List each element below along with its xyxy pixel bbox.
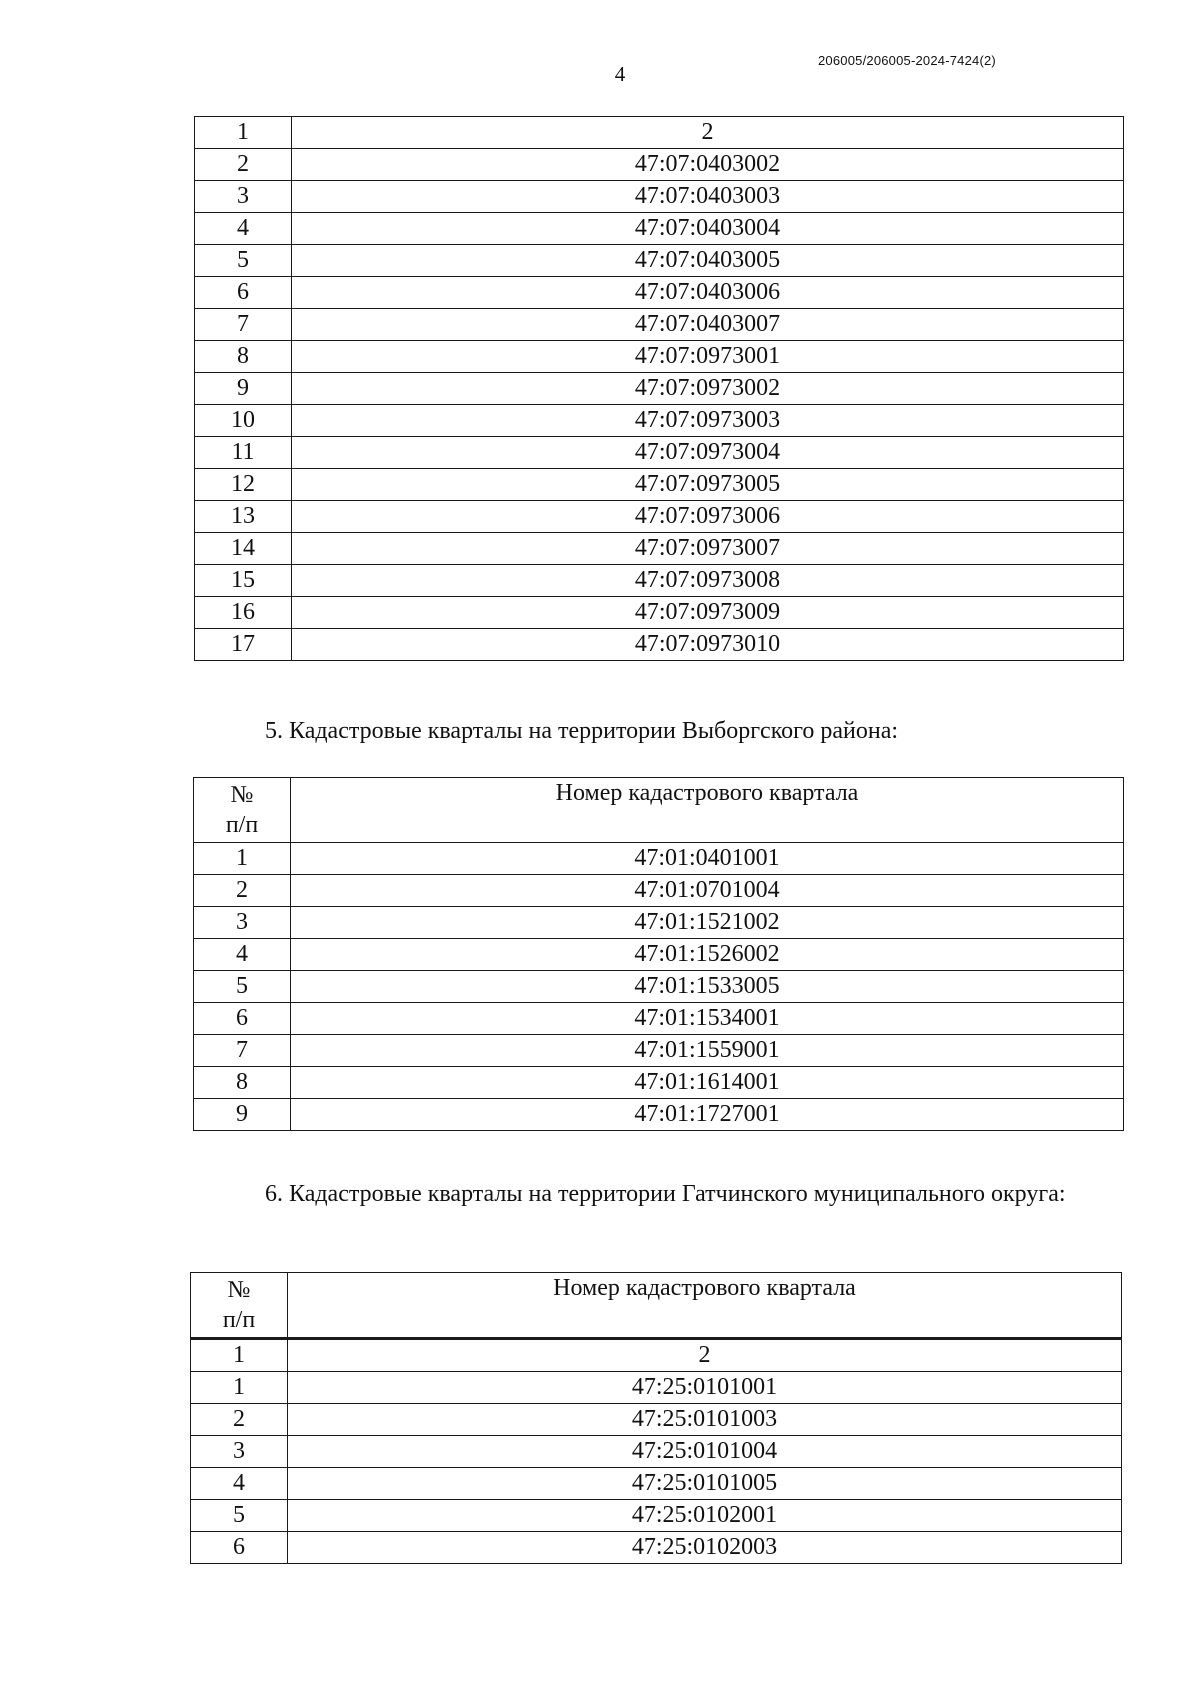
document-id: 206005/206005-2024-7424(2)	[818, 53, 996, 68]
table-row	[195, 437, 1124, 469]
cadastral-number-cell: 47:07:0403004	[292, 213, 1124, 245]
row-number-cell: 6	[194, 1003, 291, 1035]
vyborg-cadastral-table	[193, 777, 1124, 1131]
row-number-cell: 3	[195, 181, 292, 213]
row-number-cell: 5	[195, 245, 292, 277]
cadastral-number-cell: 2	[292, 117, 1124, 149]
row-number-cell: 6	[191, 1532, 288, 1564]
table-row	[195, 277, 1124, 309]
table-header-row	[191, 1273, 1122, 1339]
row-number-cell: 14	[195, 533, 292, 565]
gatchina-cadastral-table	[190, 1272, 1122, 1564]
table-row	[195, 245, 1124, 277]
page-number: 4	[614, 62, 626, 86]
column-header-number-sign: №	[230, 782, 254, 808]
row-number-cell: 1	[194, 843, 291, 875]
cadastral-number-cell: 47:07:0403005	[292, 245, 1124, 277]
row-number-cell: 1	[191, 1372, 288, 1404]
column-header-number-pp: п/п	[225, 812, 259, 838]
table-row	[191, 1372, 1122, 1404]
cadastral-number-cell: 47:07:0973010	[292, 629, 1124, 661]
cadastral-number-cell: 47:07:0973007	[292, 533, 1124, 565]
column-header-number-sign: №	[227, 1277, 251, 1303]
index-cell: 2	[288, 1339, 1122, 1372]
table-row	[195, 149, 1124, 181]
row-number-cell: 1	[195, 117, 292, 149]
cadastral-table-continued	[194, 116, 1124, 661]
cadastral-number-cell: 47:01:1533005	[291, 971, 1124, 1003]
table-row	[191, 1500, 1122, 1532]
cadastral-number-cell: 47:07:0973004	[292, 437, 1124, 469]
row-number-cell: 7	[194, 1035, 291, 1067]
table-row	[195, 469, 1124, 501]
cadastral-number-cell: 47:25:0101004	[288, 1436, 1122, 1468]
table-row	[191, 1468, 1122, 1500]
table-row	[194, 907, 1124, 939]
table-row	[195, 309, 1124, 341]
index-cell: 1	[191, 1339, 288, 1372]
section-6-heading: 6. Кадастровые кварталы на территории Гатчинского муниципального округа:	[265, 1181, 1066, 1207]
table-row	[195, 373, 1124, 405]
table-body	[194, 843, 1124, 1131]
cadastral-number-cell: 47:25:0101003	[288, 1404, 1122, 1436]
cadastral-number-cell: 47:07:0973001	[292, 341, 1124, 373]
table-body	[191, 1372, 1122, 1564]
table-row	[191, 1404, 1122, 1436]
cadastral-number-cell: 47:01:0701004	[291, 875, 1124, 907]
row-number-cell: 5	[194, 971, 291, 1003]
cadastral-number-cell: 47:07:0973006	[292, 501, 1124, 533]
table-row	[195, 341, 1124, 373]
row-number-cell: 15	[195, 565, 292, 597]
cadastral-number-cell: 47:01:0401001	[291, 843, 1124, 875]
row-number-cell: 8	[194, 1067, 291, 1099]
column-header-cadastral: Номер кадастрового квартала	[291, 778, 1124, 843]
cadastral-number-cell: 47:25:0102001	[288, 1500, 1122, 1532]
row-number-cell: 4	[191, 1468, 288, 1500]
cadastral-number-cell: 47:07:0973002	[292, 373, 1124, 405]
row-number-cell: 6	[195, 277, 292, 309]
table-row	[194, 875, 1124, 907]
row-number-cell: 5	[191, 1500, 288, 1532]
table-row	[194, 1003, 1124, 1035]
table-row	[195, 181, 1124, 213]
cadastral-number-cell: 47:01:1727001	[291, 1099, 1124, 1131]
row-number-cell: 4	[195, 213, 292, 245]
cadastral-number-cell: 47:07:0973005	[292, 469, 1124, 501]
section-5-heading: 5. Кадастровые кварталы на территории Выборгского района:	[265, 718, 899, 744]
cadastral-number-cell: 47:07:0403007	[292, 309, 1124, 341]
table-row	[195, 117, 1124, 149]
cadastral-number-cell: 47:07:0403002	[292, 149, 1124, 181]
row-number-cell: 2	[191, 1404, 288, 1436]
table-row	[195, 213, 1124, 245]
table-row	[194, 971, 1124, 1003]
row-number-cell: 16	[195, 597, 292, 629]
cadastral-number-cell: 47:25:0101005	[288, 1468, 1122, 1500]
table-row	[194, 1067, 1124, 1099]
table-row	[195, 629, 1124, 661]
cadastral-number-cell: 47:01:1559001	[291, 1035, 1124, 1067]
cadastral-number-cell: 47:07:0973009	[292, 597, 1124, 629]
row-number-cell: 17	[195, 629, 292, 661]
row-number-cell: 12	[195, 469, 292, 501]
cadastral-number-cell: 47:01:1614001	[291, 1067, 1124, 1099]
table-row	[195, 565, 1124, 597]
cadastral-number-cell: 47:07:0403003	[292, 181, 1124, 213]
column-header-number	[191, 1273, 288, 1339]
table-row	[195, 597, 1124, 629]
column-header-number-pp: п/п	[222, 1307, 256, 1333]
table-row	[194, 1099, 1124, 1131]
table-body	[195, 117, 1124, 661]
row-number-cell: 9	[195, 373, 292, 405]
row-number-cell: 10	[195, 405, 292, 437]
row-number-cell: 7	[195, 309, 292, 341]
row-number-cell: 4	[194, 939, 291, 971]
table-row	[194, 939, 1124, 971]
cadastral-number-cell: 47:01:1526002	[291, 939, 1124, 971]
cadastral-number-cell: 47:25:0101001	[288, 1372, 1122, 1404]
table-row	[194, 843, 1124, 875]
row-number-cell: 3	[191, 1436, 288, 1468]
row-number-cell: 2	[194, 875, 291, 907]
row-number-cell: 8	[195, 341, 292, 373]
cadastral-number-cell: 47:01:1534001	[291, 1003, 1124, 1035]
table-index-row	[191, 1339, 1122, 1372]
cadastral-number-cell: 47:25:0102003	[288, 1532, 1122, 1564]
table-row	[191, 1532, 1122, 1564]
cadastral-number-cell: 47:07:0973008	[292, 565, 1124, 597]
cadastral-number-cell: 47:07:0403006	[292, 277, 1124, 309]
cadastral-number-cell: 47:01:1521002	[291, 907, 1124, 939]
row-number-cell: 13	[195, 501, 292, 533]
cadastral-number-cell: 47:07:0973003	[292, 405, 1124, 437]
table-row	[194, 1035, 1124, 1067]
table-row	[195, 405, 1124, 437]
table-row	[195, 501, 1124, 533]
column-header-cadastral: Номер кадастрового квартала	[288, 1273, 1122, 1339]
row-number-cell: 11	[195, 437, 292, 469]
row-number-cell: 2	[195, 149, 292, 181]
table-row	[195, 533, 1124, 565]
row-number-cell: 3	[194, 907, 291, 939]
row-number-cell: 9	[194, 1099, 291, 1131]
column-header-number	[194, 778, 291, 843]
table-row	[191, 1436, 1122, 1468]
table-header-row	[194, 778, 1124, 843]
